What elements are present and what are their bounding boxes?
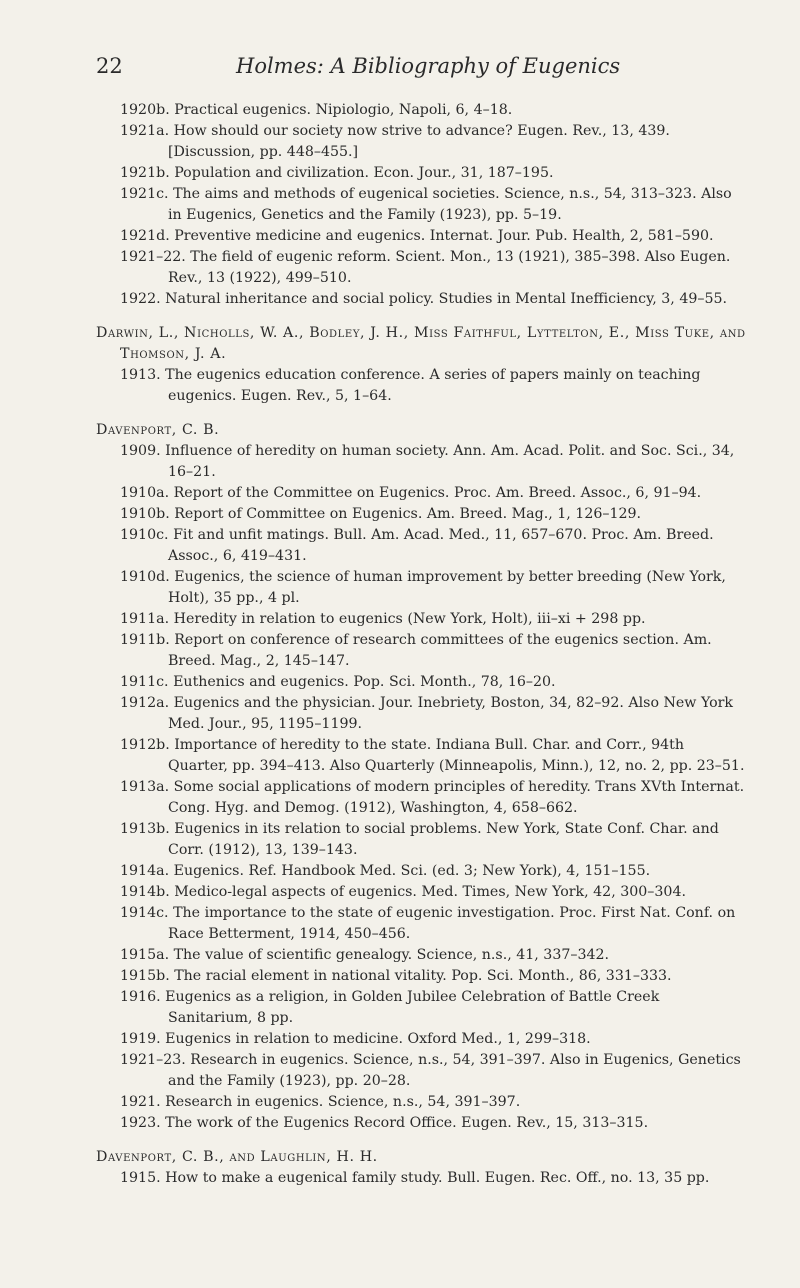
bibliography-group xyxy=(96,1147,746,1189)
bibliography-group xyxy=(96,100,746,310)
bibliography-entry: 1922. Natural inheritance and social policy. Studies in Mental Inefficiency, 3, 49–55. xyxy=(120,291,728,307)
running-title: Holmes: A Bibliography of Eugenics xyxy=(236,54,621,78)
bibliography-entry: 1920b. Practical eugenics. Nipiologio, Napoli, 6, 4–18. xyxy=(120,102,513,118)
bibliography-entry: 1909. Influence of heredity on human society. Ann. Am. Acad. Polit. and Soc. Sci., 34, 16–21. xyxy=(120,443,735,480)
bibliography-entry: 1914b. Medico-legal aspects of eugenics. Med. Times, New York, 42, 300–304. xyxy=(120,884,686,900)
bibliography-entry: 1913b. Eugenics in its relation to social problems. New York, State Conf. Char. and Corr. (1912), 13, 139–143. xyxy=(120,821,719,858)
author-heading: Davenport, C. B., and Laughlin, H. H. xyxy=(96,1149,378,1165)
bibliography-entry: 1923. The work of the Eugenics Record Office. Eugen. Rev., 15, 313–315. xyxy=(120,1115,649,1131)
bibliography-entry: 1919. Eugenics in relation to medicine. Oxford Med., 1, 299–318. xyxy=(120,1031,591,1047)
bibliography-entry: 1921. Research in eugenics. Science, n.s., 54, 391–397. xyxy=(120,1094,521,1110)
page-header xyxy=(96,54,740,82)
author-heading: Davenport, C. B. xyxy=(96,422,220,438)
bibliography-entry: 1915. How to make a eugenical family study. Bull. Eugen. Rec. Off., no. 13, 35 pp. xyxy=(120,1170,710,1186)
bibliography-entry: 1913a. Some social applications of modern principles of heredity. Trans XVth Internat. Cong. Hyg. and Demog. (1912), Washington, 4, 658–662. xyxy=(120,779,745,816)
bibliography-entry: 1915b. The racial element in national vitality. Pop. Sci. Month., 86, 331–333. xyxy=(120,968,672,984)
bibliography-group xyxy=(96,420,746,1134)
author-heading: Darwin, L., Nicholls, W. A., Bodley, J. H., Miss Faithful, Lyttelton, E., Miss Tuke, and Thomson, J. A. xyxy=(96,325,746,362)
bibliography-entry: 1915a. The value of scientific genealogy. Science, n.s., 41, 337–342. xyxy=(120,947,610,963)
bibliography-entry: 1921–22. The field of eugenic reform. Scient. Mon., 13 (1921), 385–398. Also Eugen. Rev., 13 (1922), 499–510. xyxy=(120,249,731,286)
bibliography-entry: 1911a. Heredity in relation to eugenics (New York, Holt), iii–xi + 298 pp. xyxy=(120,611,646,627)
bibliography-entry: 1911b. Report on conference of research committees of the eugenics section. Am. Breed. Mag., 2, 145–147. xyxy=(120,632,712,669)
bibliography-entry: 1914c. The importance to the state of eugenic investigation. Proc. First Nat. Conf. on Race Betterment, 1914, 450–456. xyxy=(120,905,736,942)
bibliography-group xyxy=(96,323,746,407)
bibliography-entry: 1912a. Eugenics and the physician. Jour. Inebriety, Boston, 34, 82–92. Also New York Med. Jour., 95, 1195–1199. xyxy=(120,695,734,732)
bibliography-entry: 1921a. How should our society now strive to advance? Eugen. Rev., 13, 439. [Discussion, pp. 448–455.] xyxy=(120,123,670,160)
bibliography-entry: 1914a. Eugenics. Ref. Handbook Med. Sci. (ed. 3; New York), 4, 151–155. xyxy=(120,863,651,879)
bibliography-content xyxy=(96,100,746,1189)
bibliography-entry: 1910d. Eugenics, the science of human improvement by better breeding (New York, Holt), 35 pp., 4 pl. xyxy=(120,569,726,606)
page-number: 22 xyxy=(96,54,123,78)
bibliography-entry: 1921c. The aims and methods of eugenical societies. Science, n.s., 54, 313–323. Also in Eugenics, Genetics and the Family (1923), pp. 5–19. xyxy=(120,186,732,223)
bibliography-entry: 1921d. Preventive medicine and eugenics. Internat. Jour. Pub. Health, 2, 581–590. xyxy=(120,228,714,244)
bibliography-entry: 1913. The eugenics education conference. A series of papers mainly on teaching eugenics. Eugen. Rev., 5, 1–64. xyxy=(120,367,701,404)
bibliography-entry: 1910b. Report of Committee on Eugenics. Am. Breed. Mag., 1, 126–129. xyxy=(120,506,642,522)
bibliography-entry: 1916. Eugenics as a religion, in Golden Jubilee Celebration of Battle Creek Sanitarium, 8 pp. xyxy=(120,989,660,1026)
bibliography-entry: 1910c. Fit and unfit matings. Bull. Am. Acad. Med., 11, 657–670. Proc. Am. Breed. Assoc., 6, 419–431. xyxy=(120,527,714,564)
bibliography-entry: 1921–23. Research in eugenics. Science, n.s., 54, 391–397. Also in Eugenics, Genetics and the Family (1923), pp. 20–28. xyxy=(120,1052,741,1089)
bibliography-entry: 1921b. Population and civilization. Econ. Jour., 31, 187–195. xyxy=(120,165,554,181)
bibliography-entry: 1911c. Euthenics and eugenics. Pop. Sci. Month., 78, 16–20. xyxy=(120,674,556,690)
bibliography-entry: 1912b. Importance of heredity to the state. Indiana Bull. Char. and Corr., 94th Quarter, pp. 394–413. Also Quarterly (Minneapolis, Minn.), 12, no. 2, pp. 23–51. xyxy=(120,737,745,774)
bibliography-entry: 1910a. Report of the Committee on Eugenics. Proc. Am. Breed. Assoc., 6, 91–94. xyxy=(120,485,702,501)
